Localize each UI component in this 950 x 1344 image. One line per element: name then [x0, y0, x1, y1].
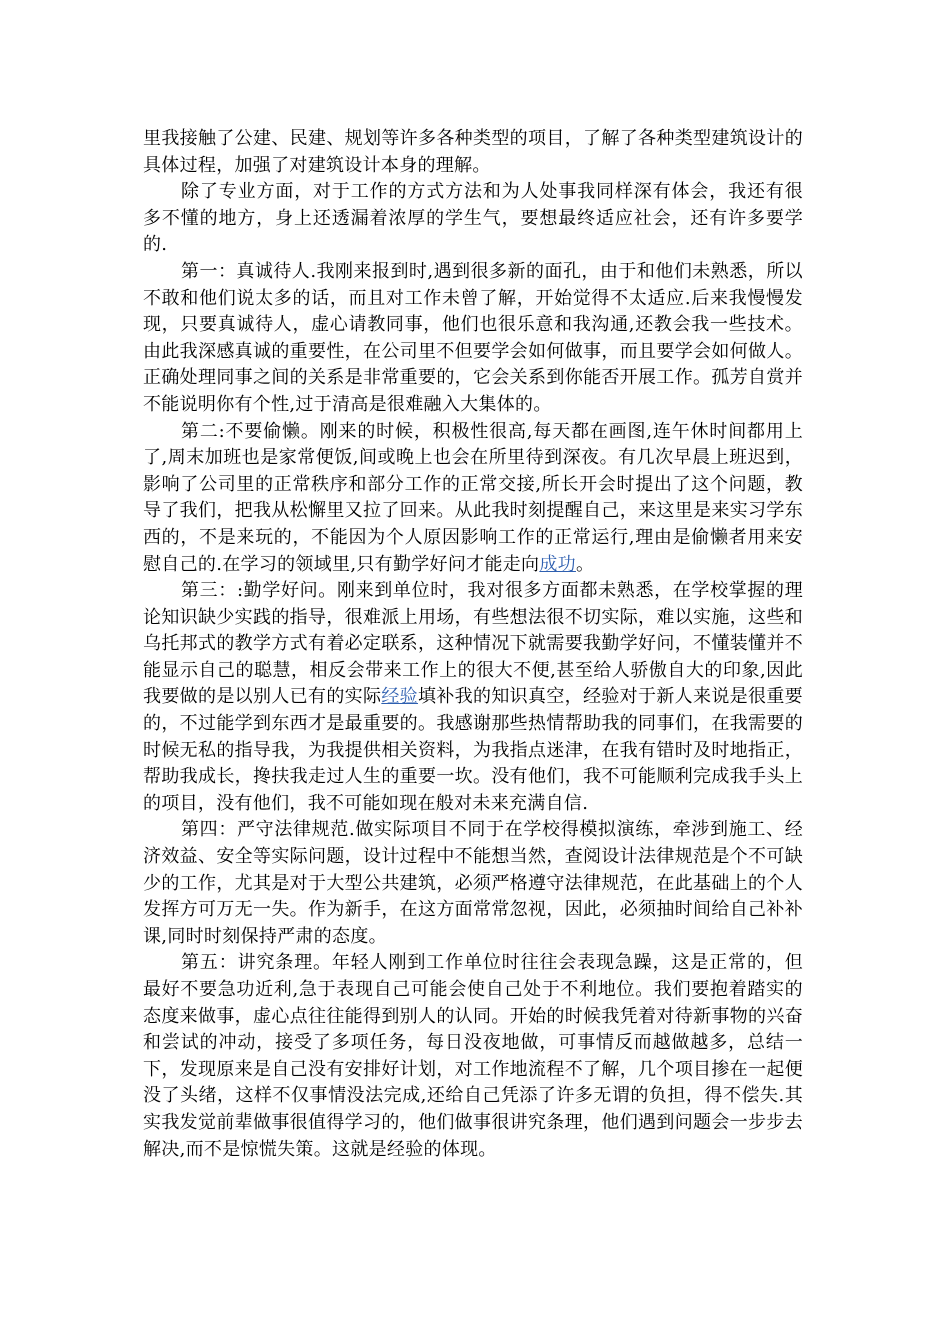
- paragraph-text: 第二:不要偷懒。刚来的时候，积极性很高,每天都在画图,连午休时间都用上了,周末加班也是家常便饭,间或晚上也会在所里待到深夜。有几次早晨上班迟到，影响了公司里的正常秩序和部分工作的正常交接,所长开会时提出了这个问题，教导了我们，把我从松懈里又拉了回来。从此我时刻提醒自己，来这里是来实习学东西的，不是来玩的，不能因为个人原因影响工作的正常运行,理由是偷懒者用来安慰自己的.在学习的领域里,只有勤学好问才能走向: [143, 420, 803, 575]
- link-experience[interactable]: 经验: [381, 686, 419, 708]
- paragraph-point-3: [143, 578, 803, 817]
- paragraph-point-2: [143, 419, 803, 579]
- paragraph-text: 第四：严守法律规范.做实际项目不同于在学校得模拟演练，牵涉到施工、经济效益、安全等实际问题，设计过程中不能想当然，查阅设计法律规范是个不可缺少的工作，尤其是对于大型公共建筑，必须严格遵守法律规范，在此基础上的个人发挥方可万无一失。作为新手，在这方面常常忽视，因此，必须抽时间给自己补补课,同时时刻保持严肃的态度。: [143, 819, 803, 947]
- paragraph-professional: [143, 179, 803, 259]
- paragraph-continuation: [143, 126, 803, 179]
- paragraph-point-5: [143, 950, 803, 1163]
- paragraph-text: 。: [575, 553, 595, 575]
- paragraph-text: 除了专业方面，对于工作的方式方法和为人处事我同样深有体会，我还有很多不懂的地方，身上还透漏着浓厚的学生气，要想最终适应社会，还有许多要学的.: [143, 181, 803, 256]
- paragraph-text: 第三：:勤学好问。刚来到单位时，我对很多方面都未熟悉，在学校掌握的理论知识缺少实践的指导，很难派上用场，有些想法很不切实际，难以实施，这些和乌托邦式的教学方式有着必定联系，这种情况下就需要我勤学好问，不懂装懂并不能显示自己的聪慧，相反会带来工作上的很大不便,甚至给人骄傲自大的印象,因此我要做的是以别人已有的实际: [143, 580, 803, 708]
- paragraph-text: 第五：讲究条理。年轻人刚到工作单位时往往会表现急躁，这是正常的，但最好不要急功近利,急于表现自己可能会使自己处于不利地位。我们要抱着踏实的态度来做事，虚心点往往能得到别人的认同。开始的时候我凭着对待新事物的兴奋和尝试的冲动，接受了多项任务，每日没夜地做，可事情反而越做越多，总结一下，发现原来是自己没有安排好计划，对工作地流程不了解，几个项目掺在一起便没了头绪，这样不仅事情没法完成,还给自己凭添了许多无谓的负担，得不偿失.其实我发觉前辈做事很值得学习的，他们做事很讲究条理，他们遇到问题会一步步去解决,而不是惊慌失策。这就是经验的体现。: [143, 952, 803, 1160]
- paragraph-text: 填补我的知识真空，经验对于新人来说是很重要的，不过能学到东西才是最重要的。我感谢那些热情帮助我的同事们，在我需要的时候无私的指导我，为我提供相关资料，为我指点迷津，在我有错时及时地指正，帮助我成长，搀扶我走过人生的重要一坎。没有他们，我不可能顺利完成我手头上的项目，没有他们，我不可能如现在般对未来充满自信.: [143, 686, 803, 814]
- paragraph-point-4: [143, 817, 803, 950]
- paragraph-text: 里我接触了公建、民建、规划等许多各种类型的项目，了解了各种类型建筑设计的具体过程，加强了对建筑设计本身的理解。: [143, 128, 803, 176]
- paragraph-point-1: [143, 259, 803, 419]
- document-body: [143, 126, 803, 1163]
- link-success[interactable]: 成功: [539, 553, 576, 575]
- paragraph-text: 第一：真诚待人.我刚来报到时,遇到很多新的面孔，由于和他们未熟悉，所以不敢和他们说太多的话，而且对工作未曾了解，开始觉得不太适应.后来我慢慢发现，只要真诚待人，虚心请教同事，他们也很乐意和我沟通,还教会我一些技术。由此我深感真诚的重要性，在公司里不但要学会如何做事，而且要学会如何做人。正确处理同事之间的关系是非常重要的，它会关系到你能否开展工作。孤芳自赏并不能说明你有个性,过于清高是很难融入大集体的。: [143, 260, 803, 415]
